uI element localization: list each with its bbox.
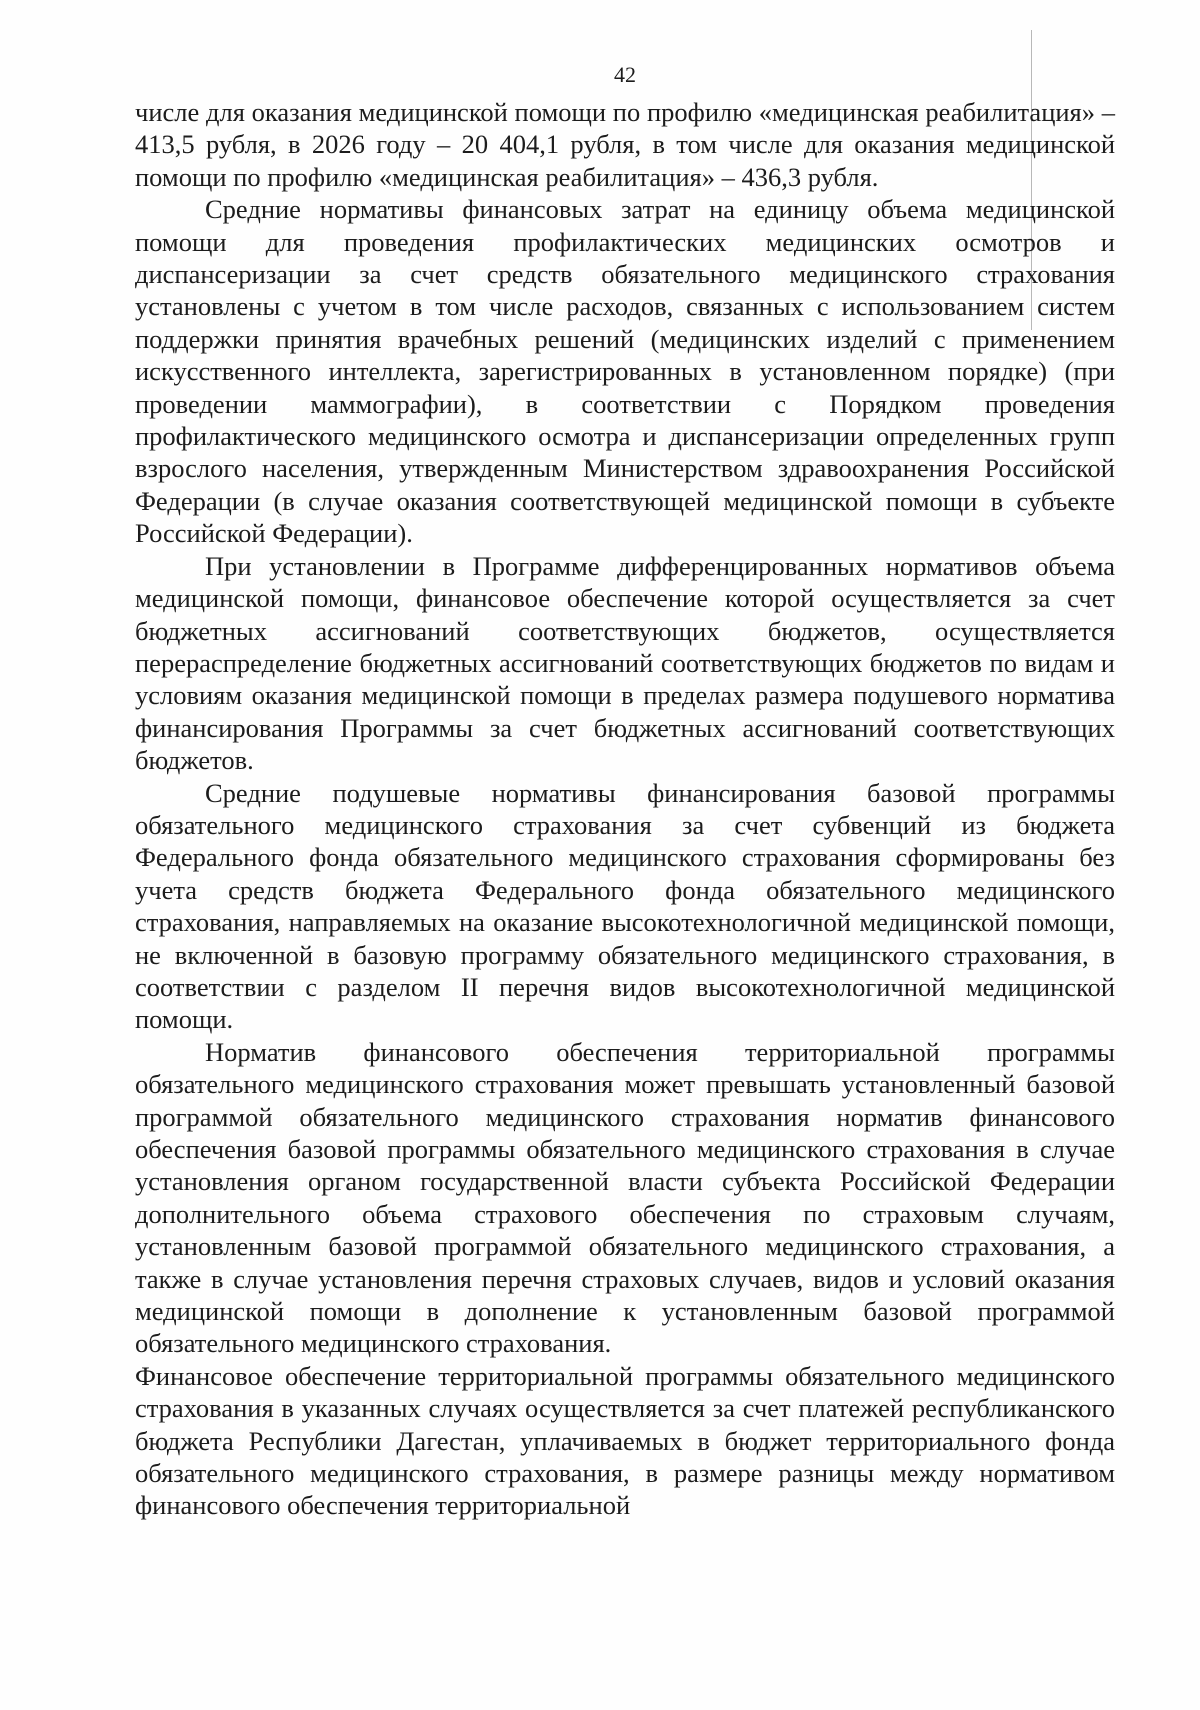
paragraph-territorial-program-norm: Норматив финансового обеспечения территориальной программы обязательного медицинского страхования может превышать установленный базовой программой обязательного медицинского страхования норматив финансового обеспечения базовой программы обязательного медицинского страхования в случае установления органом государственной власти субъекта Российской Федерации дополнительного объема страхового обеспечения по страховым случаям, установленным базовой программой обязательного медицинского страхования, а также в случае установления перечня страховых случаев, видов и условий оказания медицинской помощи в дополнение к установленным базовой программой обязательного медицинского страхования.	[135, 1036, 1115, 1359]
paragraph-screening-norms: Средние нормативы финансовых затрат на единицу объема медицинской помощи для проведения профилактических медицинских осмотров и диспансеризации за счет средств обязательного медицинского страхования установлены с учетом в том числе расходов, связанных с использованием систем поддержки принятия врачебных решений (медицинских изделий с применением искусственного интеллекта, зарегистрированных в установленном порядке) (при проведении маммографии), в соответствии с Порядком проведения профилактического медицинского осмотра и диспансеризации определенных групп взрослого населения, утвержденным Министерством здравоохранения Российской Федерации (в случае оказания соответствующей медицинской помощи в субъекте Российской Федерации).	[135, 194, 1115, 549]
paragraph-differentiated-norms: При установлении в Программе дифференцированных нормативов объема медицинской помощи, финансовое обеспечение которой осуществляется за счет бюджетных ассигнований соответствующих бюджетов, осуществляется перераспределение бюджетных ассигнований соответствующих бюджетов по видам и условиям оказания медицинской помощи в пределах размера подушевого норматива финансирования Программы за счет бюджетных ассигнований соответствующих бюджетов.	[135, 550, 1115, 776]
paragraph-financial-provision: Финансовое обеспечение территориальной программы обязательного медицинского страхования в указанных случаях осуществляется за счет платежей республиканского бюджета Республики Дагестан, уплачиваемых в бюджет территориального фонда обязательного медицинского страхования, в размере разницы между нормативом финансового обеспечения территориальной	[135, 1360, 1115, 1521]
page-number: 42	[614, 62, 636, 87]
paragraph-per-capita-norms: Средние подушевые нормативы финансирования базовой программы обязательного медицинского страхования за счет субвенций из бюджета Федерального фонда обязательного медицинского страхования сформированы без учета средств бюджета Федерального фонда обязательного медицинского страхования, направляемых на оказание высокотехнологичной медицинской помощи, не включенной в базовую программу обязательного медицинского страхования, в соответствии с разделом II перечня видов высокотехнологичной медицинской помощи.	[135, 777, 1115, 1035]
paragraph-continuation: числе для оказания медицинской помощи по профилю «медицинская реабилитация» – 413,5 рубля, в 2026 году – 20 404,1 рубля, в том числе для оказания медицинской помощи по профилю «медицинская реабилитация» – 436,3 рубля.	[135, 97, 1115, 192]
document-body	[135, 96, 1115, 1522]
